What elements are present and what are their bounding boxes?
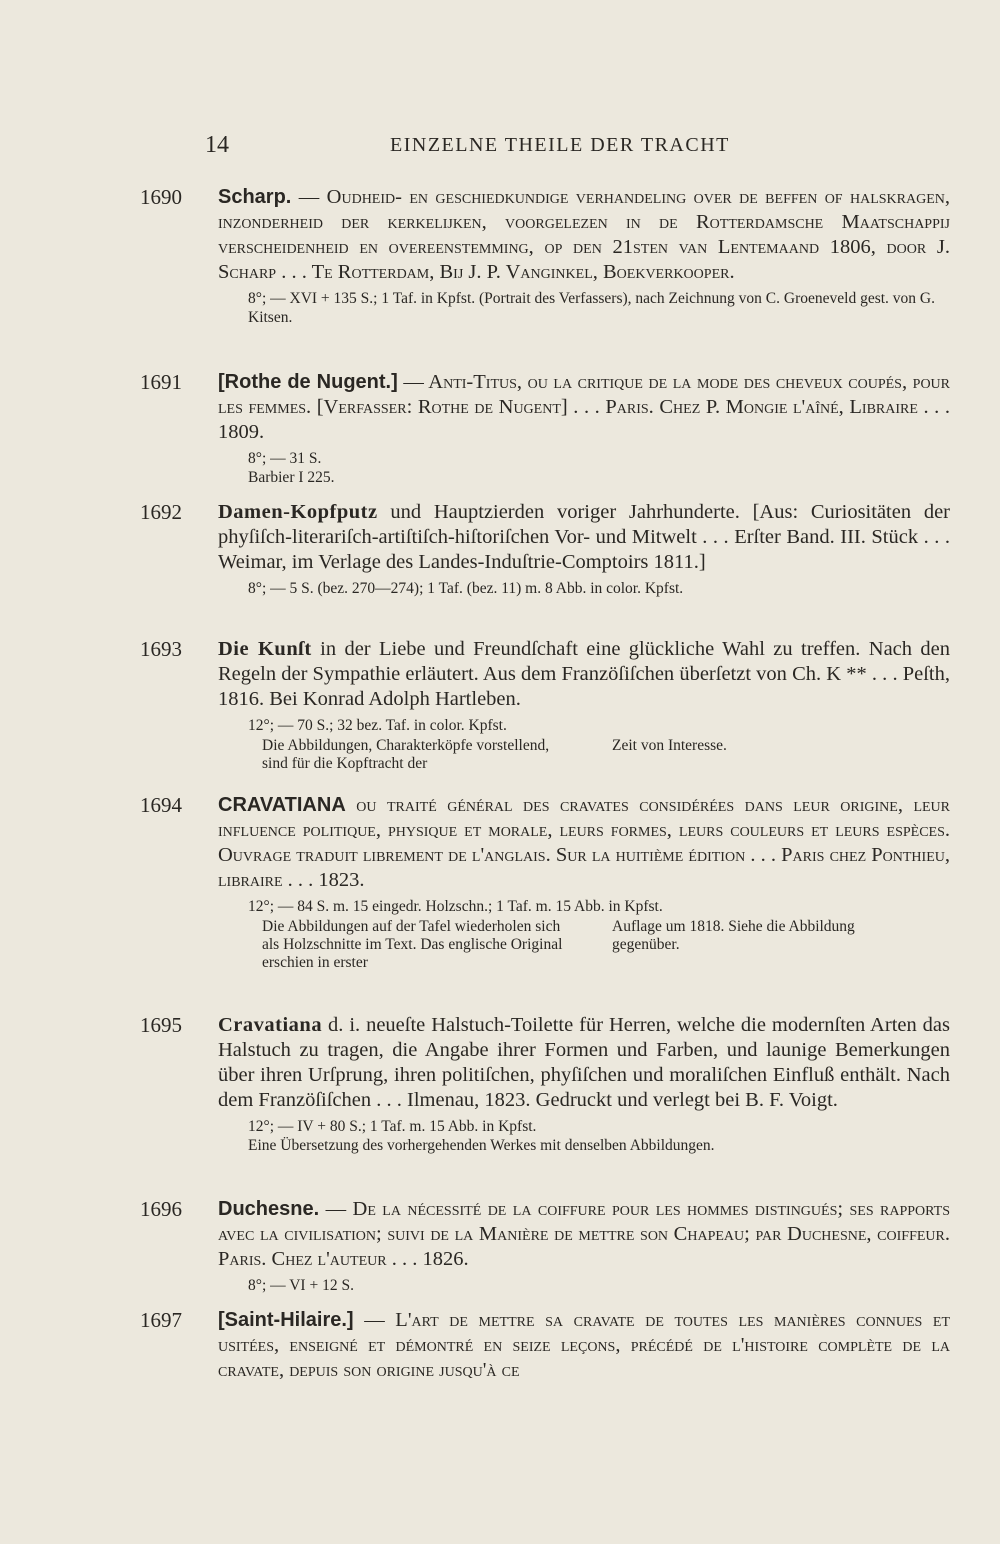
entry-collation: 8°; — XVI + 135 S.; 1 Taf. in Kpfst. (Portrait des Verfassers), nach Zeichnung von C. Groeneveld gest. von G. Kitsen. [248, 290, 935, 326]
entry-heading: [Rothe de Nugent.] [218, 371, 398, 393]
annotation-right-column: Auflage um 1818. Siehe die Abbildung gegenüber. [612, 918, 855, 953]
entry-heading: Damen-Kopfputz [218, 501, 378, 523]
entry-title: in der Liebe und Freundſchaft eine glückliche Wahl zu treffen. Nach den Regeln der Sympathie erläutert. Aus dem Franzöſiſchen überſetzt von Ch. K ** . . . Peſth, 1816. Bei Konrad Adolph Hartleben. [218, 638, 951, 710]
entry-annotation [262, 737, 950, 773]
entry-heading: CRAVATIANA [218, 794, 346, 816]
entry-heading: Die Kunſt [218, 638, 312, 660]
entry-title: — Anti-Titus, ou la critique de la mode des cheveux coupés, pour les femmes. [Verfasser: Rothe de Nugent] . . . Paris. Chez P. Mongie l'aîné, Libraire . . . 1809. [218, 371, 950, 443]
entry-1697 [140, 1308, 950, 1383]
entry-text [218, 1308, 950, 1383]
entry-text [218, 370, 950, 445]
entry-1692 [140, 500, 950, 598]
annotation-left-column: Die Abbildungen, Charakterköpfe vorstellend, sind für die Kopftracht der [262, 737, 550, 772]
entry-collation: 12°; — 70 S.; 32 bez. Taf. in color. Kpfst. [248, 717, 507, 734]
entry-1694 [140, 793, 950, 972]
entry-text [218, 637, 950, 712]
entry-number: 1697 [140, 1308, 182, 1332]
entry-collation: 12°; — 84 S. m. 15 eingedr. Holzschn.; 1 Taf. m. 15 Abb. in Kpfst. [248, 898, 663, 915]
running-title: EINZELNE THEILE DER TRACHT [390, 134, 730, 156]
entry-collation: 12°; — IV + 80 S.; 1 Taf. m. 15 Abb. in Kpfst. [248, 1118, 537, 1135]
entry-title: — L'art de mettre sa cravate de toutes les manières connues et usitées, enseigné et démontré en seize leçons, précédé de l'histoire complète de la cravate, depuis son origine jusqu'à ce [218, 1309, 950, 1381]
entry-title: und Hauptzierden voriger Jahrhunderte. [Aus: Curiositäten der phyſiſch-literariſch-artiſtiſch-hiſtoriſchen Vor- und Mitwelt . . . Erſter Band. III. Stück . . . Weimar, im Verlage des Landes-Induſtrie-Comptoirs 1811.] [218, 501, 950, 573]
entry-number: 1690 [140, 185, 182, 209]
entry-text [218, 1013, 950, 1113]
entry-text [218, 1197, 950, 1272]
entry-annotation [262, 918, 950, 972]
entry-title: — Oudheid- en geschiedkundige verhandeling over de beffen of halskragen, inzonderheid der kerkelijken, voorgelezen in de Rotterdamſche Maatſchappij verscheidenheid en overeenstemming, op den 21ſten van Lentemaand 1806, door J. Scharp . . . Te Rotterdam, Bij J. P. Vanginkel, Boekverkooper. [218, 186, 951, 283]
annotation-right-column: Zeit von Interesse. [612, 737, 727, 754]
entry-number: 1692 [140, 500, 182, 524]
entry-text [218, 793, 950, 893]
entry-number: 1691 [140, 370, 182, 394]
entry-collation: 8°; — VI + 12 S. [248, 1277, 354, 1294]
entry-heading: Scharp. [218, 186, 292, 208]
entry-number: 1694 [140, 793, 182, 817]
entry-1695 [140, 1013, 950, 1155]
entry-1690 [140, 185, 950, 327]
entry-heading: Duchesne. [218, 1198, 320, 1220]
entry-1696 [140, 1197, 950, 1295]
entry-text [218, 500, 950, 575]
annotation-left-column: Die Abbildungen auf der Tafel wiederholen sich als Holzschnitte im Text. Das englische Original erschien in erster [262, 918, 563, 971]
entry-1691 [140, 370, 950, 487]
page-number: 14 [205, 132, 229, 158]
entry-title: — De la nécessité de la coiffure pour les hommes distingués; ses rapports avec la civilisation; suivi de la Manière de mettre son Chapeau; par Duchesne, coiffeur. Paris. Chez l'auteur . . . 1826. [218, 1198, 951, 1270]
entry-number: 1693 [140, 637, 182, 661]
entry-text [218, 185, 950, 285]
page-header [0, 132, 1000, 172]
entry-collation: 8°; — 5 S. (bez. 270—274); 1 Taf. (bez. 11) m. 8 Abb. in color. Kpfst. [248, 580, 684, 597]
entry-heading: [Saint-Hilaire.] [218, 1309, 354, 1331]
entry-title: ou traité général des cravates considérées dans leur origine, leur influence politique, physique et morale, leurs formes, leurs couleurs et leurs espèces. Ouvrage traduit librement de l'anglais. Sur la huitième édition . . . Paris chez Ponthieu, libraire . . . 1823. [218, 794, 951, 891]
entry-number: 1695 [140, 1013, 182, 1037]
entry-number: 1696 [140, 1197, 182, 1221]
entry-1693 [140, 637, 950, 773]
entry-title: d. i. neueſte Halstuch-Toilette für Herren, welche die modernſten Arten das Halstuch zu tragen, die Angabe ihrer Formen und Farben, und launige Bemerkungen über ihren Urſprung, ihren politiſchen, phyſiſchen und moraliſchen Einfluß enthält. Nach dem Franzöſiſchen . . . Ilmenau, 1823. Gedruckt und verlegt bei B. F. Voigt. [218, 1014, 950, 1111]
entry-collation: 8°; — 31 S. [248, 450, 322, 467]
entry-reference: Barbier I 225. [248, 469, 335, 486]
entry-heading: Cravatiana [218, 1014, 323, 1036]
entry-remark: Eine Übersetzung des vorhergehenden Werkes mit denselben Abbildungen. [248, 1137, 715, 1154]
